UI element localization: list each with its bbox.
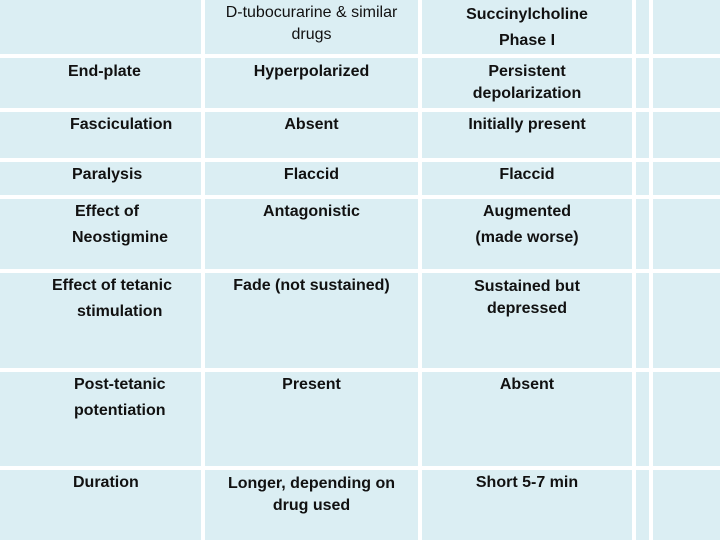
cell-post-tetanic-tubocurarine-text: Present: [282, 376, 341, 393]
cell-tetanic-succinylcholine-line1: Sustained but: [474, 278, 580, 295]
cell-duration-tubocurarine-line2: drug used: [272, 497, 351, 514]
row-label-tetanic-line2: stimulation: [77, 303, 163, 320]
cell-fasciculation-succinylcholine-text: Initially present: [468, 116, 586, 133]
row-label-post-tetanic-line1: Post-tetanic: [74, 376, 166, 393]
cell-neostigmine-succinylcholine-line1: Augmented: [483, 203, 571, 220]
cell-neostigmine-tubocurarine-text: Antagonistic: [263, 203, 360, 220]
cell-end-plate-tubocurarine: [205, 58, 418, 108]
cell-paralysis-succinylcholine: [422, 162, 632, 195]
cell-neostigmine-succinylcholine-line2: (made worse): [475, 229, 579, 246]
extra-cell-tetanic-1: [636, 273, 649, 368]
cell-fasciculation-tubocurarine: [205, 112, 418, 158]
row-label-end-plate-line1: End-plate: [68, 63, 141, 80]
row-label-effect-of-neostigmine-line1: Effect of: [75, 203, 139, 220]
extra-cell-neostigmine-1: [636, 199, 649, 269]
extra-cell-fasciculation-2: [653, 112, 720, 158]
cell-paralysis-tubocurarine-text: Flaccid: [283, 166, 340, 183]
cell-tetanic-succinylcholine: [422, 273, 632, 368]
header-tubocurarine-line1: D-tubocurarine & similar: [225, 4, 398, 21]
cell-post-tetanic-tubocurarine: [205, 372, 418, 466]
cell-post-tetanic-succinylcholine: [422, 372, 632, 466]
cell-paralysis-succinylcholine-text: Flaccid: [499, 166, 555, 183]
cell-duration-succinylcholine-text: Short 5-7 min: [475, 474, 579, 491]
extra-cell-duration-2: [653, 470, 720, 540]
header-succinylcholine-line1: Succinylcholine: [466, 6, 588, 23]
row-label-paralysis: [0, 162, 201, 195]
extra-cell-end-plate-2: [653, 58, 720, 108]
cell-tetanic-succinylcholine-line2: depressed: [486, 300, 568, 317]
row-label-duration: [0, 470, 201, 540]
row-label-tetanic-line1: Effect of tetanic: [52, 277, 173, 294]
cell-tetanic-tubocurarine-text: Fade (not sustained): [233, 277, 390, 294]
cell-duration-succinylcholine: [422, 470, 632, 540]
header-succinylcholine-line2: Phase I: [498, 32, 556, 49]
cell-post-tetanic-succinylcholine-text: Absent: [499, 376, 555, 393]
cell-end-plate-succinylcholine-line1: Persistent: [488, 63, 566, 80]
extra-cell-tetanic-2: [653, 273, 720, 368]
cell-fasciculation-succinylcholine: [422, 112, 632, 158]
cell-end-plate-tubocurarine-text: Hyperpolarized: [253, 63, 370, 80]
row-label-effect-of-neostigmine-line2: Neostigmine: [72, 229, 169, 246]
cell-duration-tubocurarine: [205, 470, 418, 540]
row-label-post-tetanic-potentiation: [0, 372, 201, 466]
row-label-duration-line1: Duration: [73, 474, 139, 491]
header-tubocurarine: [205, 0, 418, 54]
extra-cell-paralysis-1: [636, 162, 649, 195]
row-label-effect-of-neostigmine: [0, 199, 201, 269]
cell-end-plate-succinylcholine: [422, 58, 632, 108]
row-label-post-tetanic-line2: potentiation: [74, 402, 166, 419]
cell-tetanic-tubocurarine: [205, 273, 418, 368]
row-label-effect-of-tetanic-stimulation: [0, 273, 201, 368]
extra-cell-fasciculation-1: [636, 112, 649, 158]
header-tubocurarine-line2: drugs: [291, 26, 332, 43]
row-label-end-plate: [0, 58, 201, 108]
cell-neostigmine-succinylcholine: [422, 199, 632, 269]
header-empty-cell: [0, 0, 201, 54]
cell-fasciculation-tubocurarine-text: Absent: [284, 116, 339, 133]
header-extra-cell-1: [636, 0, 649, 54]
row-label-paralysis-line1: Paralysis: [72, 166, 143, 183]
extra-cell-end-plate-1: [636, 58, 649, 108]
header-extra-cell-2: [653, 0, 720, 54]
row-label-fasciculation: [0, 112, 201, 158]
cell-neostigmine-tubocurarine: [205, 199, 418, 269]
extra-cell-duration-1: [636, 470, 649, 540]
cell-end-plate-succinylcholine-line2: depolarization: [472, 85, 582, 102]
row-label-fasciculation-line1: Fasciculation: [70, 116, 173, 133]
extra-cell-post-tetanic-1: [636, 372, 649, 466]
extra-cell-paralysis-2: [653, 162, 720, 195]
extra-cell-post-tetanic-2: [653, 372, 720, 466]
cell-duration-tubocurarine-line1: Longer, depending on: [227, 475, 396, 492]
extra-cell-neostigmine-2: [653, 199, 720, 269]
header-succinylcholine: [422, 0, 632, 54]
cell-paralysis-tubocurarine: [205, 162, 418, 195]
